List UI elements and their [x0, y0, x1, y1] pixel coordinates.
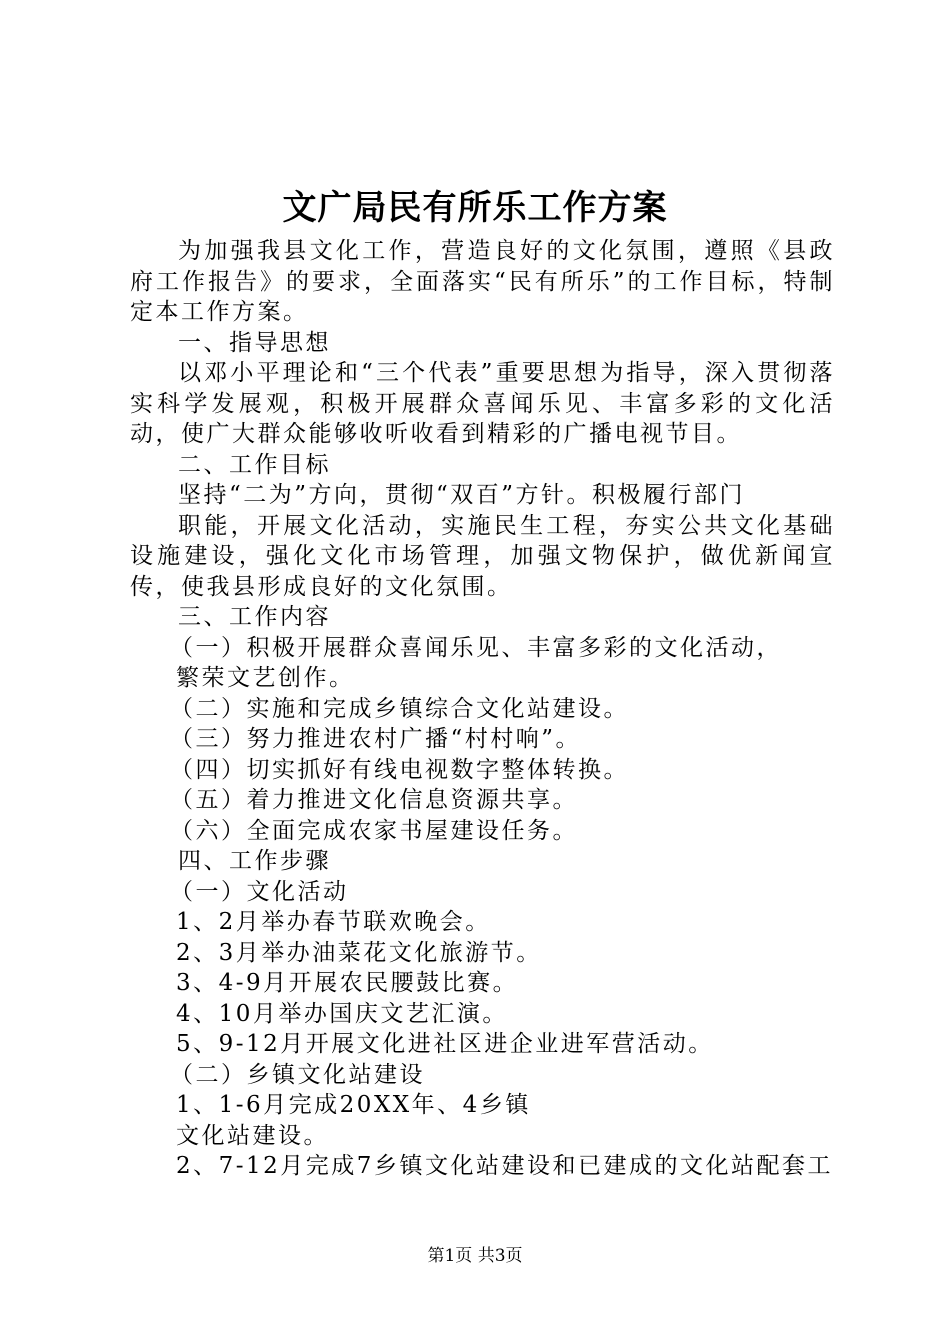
- list-item: （一）积极开展群众喜闻乐见、丰富多彩的文化活动，: [170, 634, 782, 661]
- list-item: 5、9-12月开展文化进社区进企业进军营活动。: [176, 1031, 714, 1057]
- list-item: 1、1-6月完成20XX年、4乡镇: [176, 1092, 531, 1118]
- list-item: （二）实施和完成乡镇综合文化站建设。: [170, 695, 629, 722]
- list-item: 2、3月举办油菜花文化旅游节。: [176, 939, 542, 966]
- document-body: [130, 236, 835, 1182]
- list-item: （六）全面完成农家书屋建设任务。: [170, 817, 578, 844]
- list-item: 4、10月举办国庆文艺汇演。: [176, 1000, 508, 1027]
- sub-heading: （二）乡镇文化站建设: [170, 1061, 425, 1088]
- list-item: （三）努力推进农村广播“村村响”。: [170, 726, 582, 752]
- section-heading: 二、工作目标: [178, 451, 331, 478]
- intro-paragraph: 为加强我县文化工作，营造良好的文化氛围，遵照《县政府工作报告》的要求，全面落实“民有所乐”的工作目标，特制定本工作方案。: [130, 238, 835, 325]
- section-heading: 四、工作步骤: [178, 848, 331, 874]
- list-item: （四）切实抓好有线电视数字整体转换。: [170, 756, 629, 783]
- document-title: 文广局民有所乐工作方案: [282, 188, 668, 228]
- list-item-continuation: 文化站建设。: [176, 1122, 329, 1149]
- list-item-continuation: 繁荣文艺创作。: [176, 665, 355, 691]
- list-item: 3、4-9月开展农民腰鼓比赛。: [176, 970, 519, 996]
- body-paragraph: 职能，开展文化活动，实施民生工程，夯实公共文化基础设施建设，强化文化市场管理，加强文物保护，做优新闻宣传，使我县形成良好的文化氛围。: [130, 512, 835, 600]
- list-item: 1、2月举办春节联欢晚会。: [176, 909, 491, 935]
- section-heading: 一、指导思想: [178, 329, 331, 356]
- section-heading: 三、工作内容: [178, 604, 331, 630]
- list-item: （五）着力推进文化信息资源共享。: [170, 787, 578, 813]
- list-item: 2、7-12月完成7乡镇文化站建设和已建成的文化站配套工: [176, 1153, 833, 1179]
- page-number-footer: 第1页 共3页: [427, 1246, 523, 1266]
- sub-heading: （一）文化活动: [170, 878, 349, 905]
- body-paragraph: 以邓小平理论和“三个代表”重要思想为指导，深入贯彻落实科学发展观，积极开展群众喜闻乐见、丰富多彩的文化活动，使广大群众能够收听收看到精彩的广播电视节目。: [130, 360, 835, 447]
- body-line: 坚持“二为”方向，贯彻“双百”方针。积极履行部门: [178, 482, 746, 508]
